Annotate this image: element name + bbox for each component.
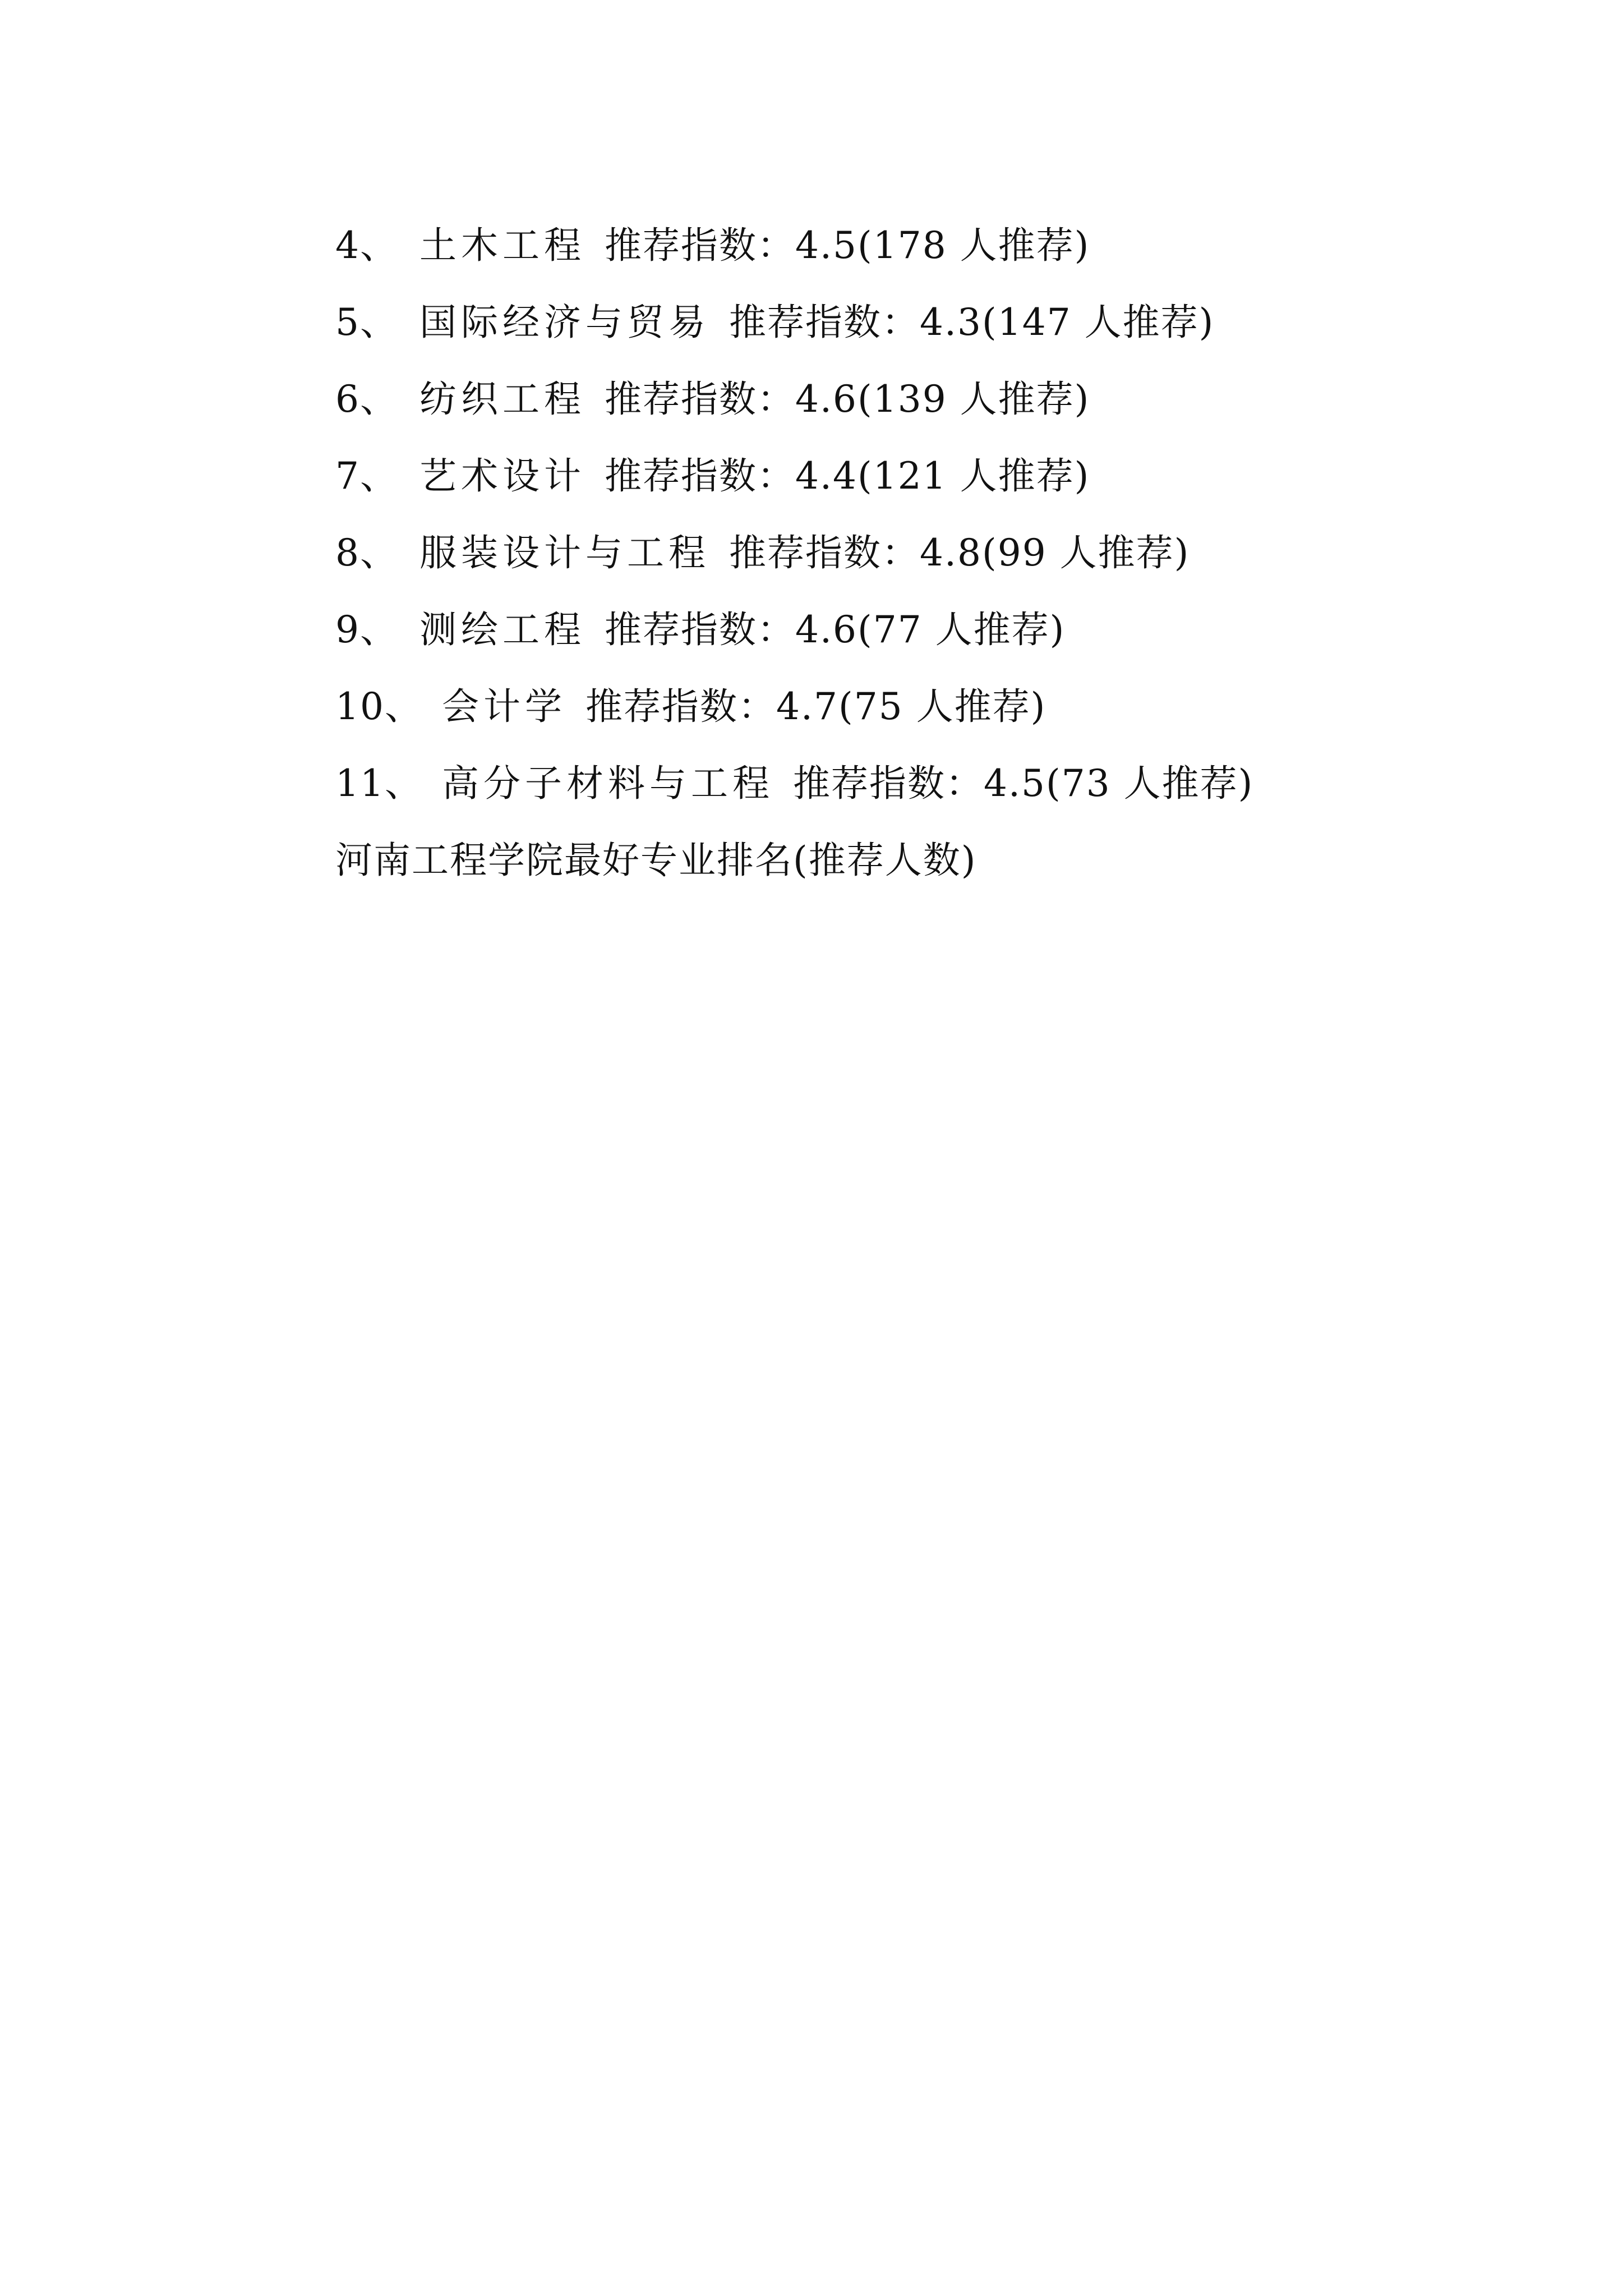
item-number: 6、 xyxy=(335,378,398,421)
item-recommendation: 推荐指数：4.8(99 人推荐) xyxy=(729,531,1190,574)
ranking-list xyxy=(335,218,1457,909)
item-recommendation: 推荐指数：4.5(73 人推荐) xyxy=(793,762,1254,805)
item-major: 土木工程 xyxy=(419,224,585,267)
item-recommendation: 推荐指数：4.6(77 人推荐) xyxy=(605,608,1066,651)
item-recommendation: 推荐指数：4.7(75 人推荐) xyxy=(585,685,1046,728)
item-number: 11、 xyxy=(335,762,423,805)
item-major: 测绘工程 xyxy=(419,608,585,651)
list-item xyxy=(335,448,1457,525)
footer-caption: 河南工程学院最好专业排名(推荐人数) xyxy=(335,839,977,882)
item-recommendation: 推荐指数：4.4(121 人推荐) xyxy=(605,454,1090,498)
list-item xyxy=(335,371,1457,448)
list-item xyxy=(335,525,1457,602)
item-number: 8、 xyxy=(335,531,398,574)
list-item xyxy=(335,218,1457,295)
item-number: 4、 xyxy=(335,224,398,267)
item-major: 艺术设计 xyxy=(419,454,585,498)
list-item xyxy=(335,679,1457,756)
item-number: 7、 xyxy=(335,454,398,498)
list-item xyxy=(335,602,1457,679)
item-major: 国际经济与贸易 xyxy=(419,301,710,344)
item-number: 9、 xyxy=(335,608,398,651)
item-major: 高分子材料与工程 xyxy=(442,762,774,805)
item-major: 会计学 xyxy=(442,685,566,728)
list-item xyxy=(335,756,1457,832)
item-recommendation: 推荐指数：4.6(139 人推荐) xyxy=(605,378,1090,421)
item-recommendation: 推荐指数：4.3(147 人推荐) xyxy=(729,301,1215,344)
item-number: 10、 xyxy=(335,685,423,728)
item-major: 服装设计与工程 xyxy=(419,531,710,574)
item-major: 纺织工程 xyxy=(419,378,585,421)
item-number: 5、 xyxy=(335,301,398,344)
list-item xyxy=(335,295,1457,371)
item-recommendation: 推荐指数：4.5(178 人推荐) xyxy=(605,224,1090,267)
